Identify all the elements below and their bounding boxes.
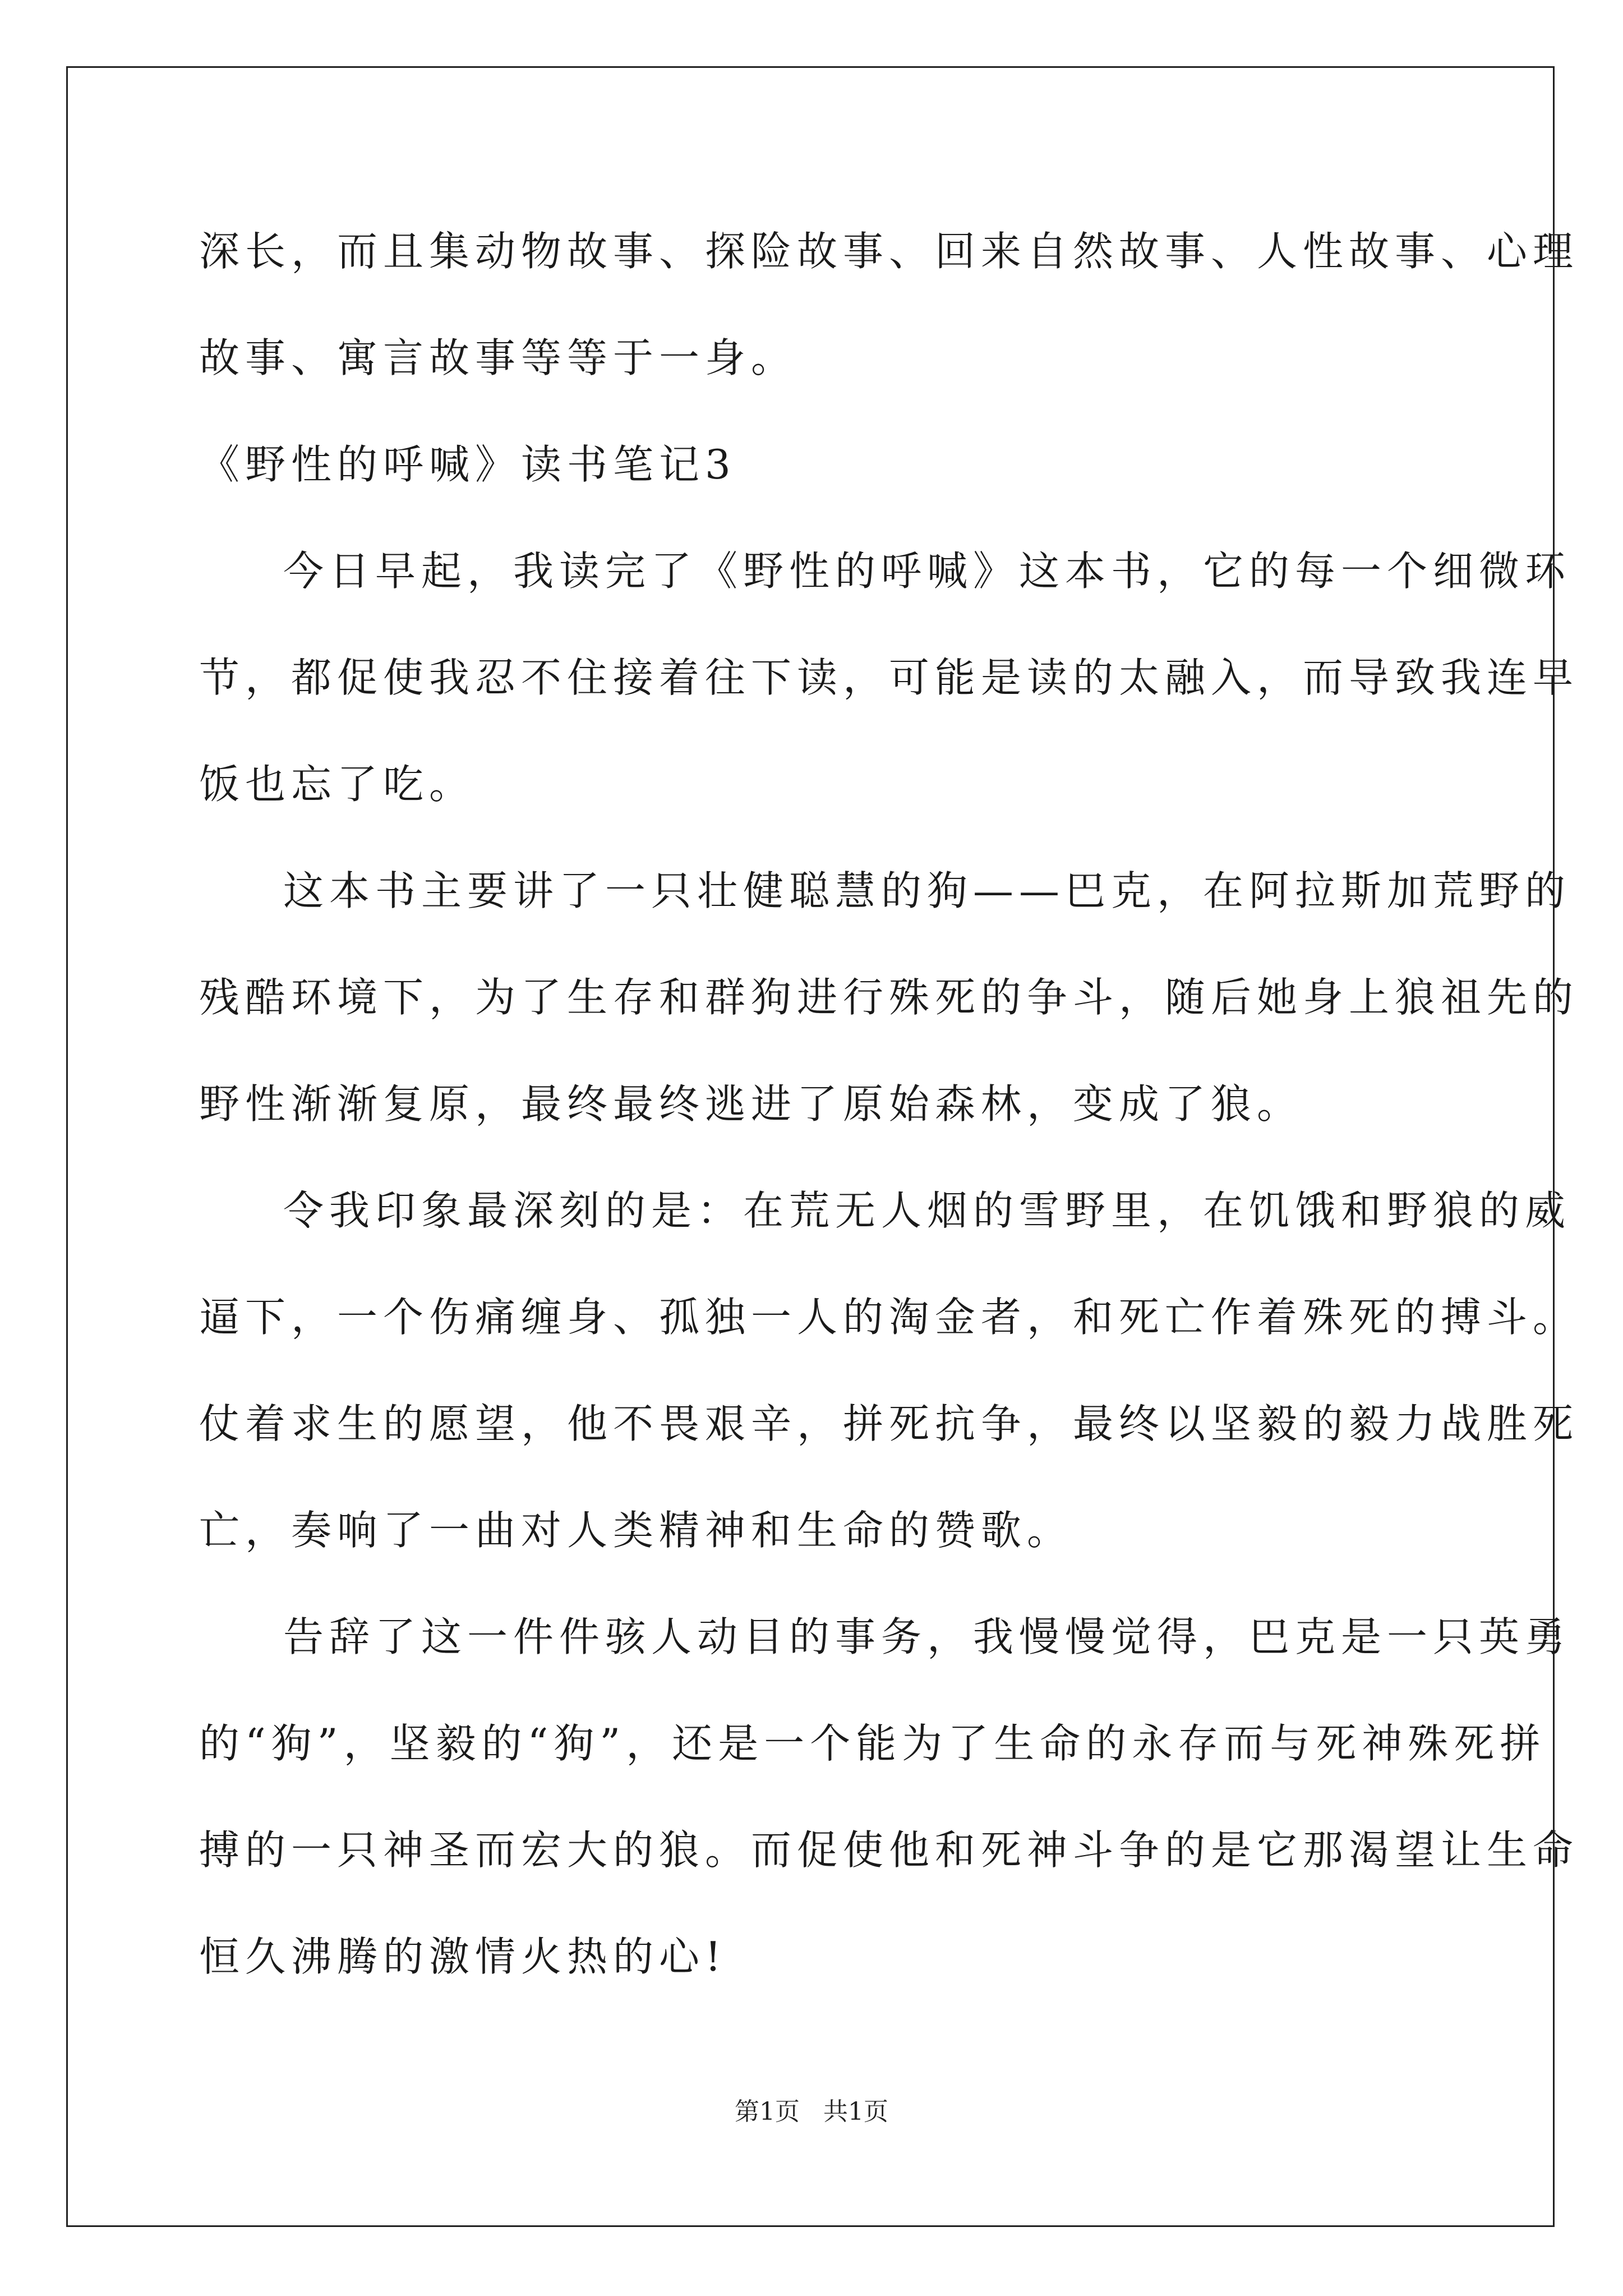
text-line: 搏的一只神圣而宏大的狼。而促使他和死神斗争的是它那渴望让生命 bbox=[199, 1826, 1579, 1874]
document-body bbox=[199, 212, 1579, 2024]
page-number-footer: 第1页 共1页 bbox=[735, 2097, 888, 2126]
text-line: 饭也忘了吃。 bbox=[199, 761, 476, 808]
text-line: 残酷环境下，为了生存和群狗进行殊死的争斗，随后她身上狼祖先的 bbox=[199, 974, 1579, 1021]
text-line: 仗着求生的愿望，他不畏艰辛，拼死抗争，最终以坚毅的毅力战胜死 bbox=[199, 1400, 1579, 1447]
section-heading: 《野性的呼喊》读书笔记3 bbox=[199, 441, 736, 488]
text-line: 亡，奏响了一曲对人类精神和生命的赞歌。 bbox=[199, 1507, 1073, 1554]
text-line: 逼下，一个伤痛缠身、孤独一人的淘金者，和死亡作着殊死的搏斗。 bbox=[199, 1294, 1579, 1341]
text-line: 故事、寓言故事等等于一身。 bbox=[199, 334, 797, 381]
text-line: 深长，而且集动物故事、探险故事、回来自然故事、人性故事、心理 bbox=[199, 228, 1579, 275]
text-line: 节，都促使我忍不住接着往下读，可能是读的太融入，而导致我连早 bbox=[199, 654, 1579, 701]
text-line: 野性渐渐复原，最终最终逃进了原始森林，变成了狼。 bbox=[199, 1080, 1303, 1128]
paragraph-start-line: 令我印象最深刻的是：在荒无人烟的雪野里，在饥饿和野狼的威 bbox=[283, 1187, 1571, 1234]
text-line: 的“狗”，坚毅的“狗”，还是一个能为了生命的永存而与死神殊死拼 bbox=[199, 1720, 1546, 1767]
paragraph-start-line: 这本书主要讲了一只壮健聪慧的狗——巴克，在阿拉斯加荒野的 bbox=[283, 867, 1571, 914]
paragraph-start-line: 告辞了这一件件骇人动目的事务，我慢慢觉得，巴克是一只英勇 bbox=[283, 1613, 1571, 1660]
text-line: 恒久沸腾的激情火热的心! bbox=[199, 1933, 727, 1980]
paragraph-start-line: 今日早起，我读完了《野性的呼喊》这本书，它的每一个细微环 bbox=[283, 547, 1571, 595]
